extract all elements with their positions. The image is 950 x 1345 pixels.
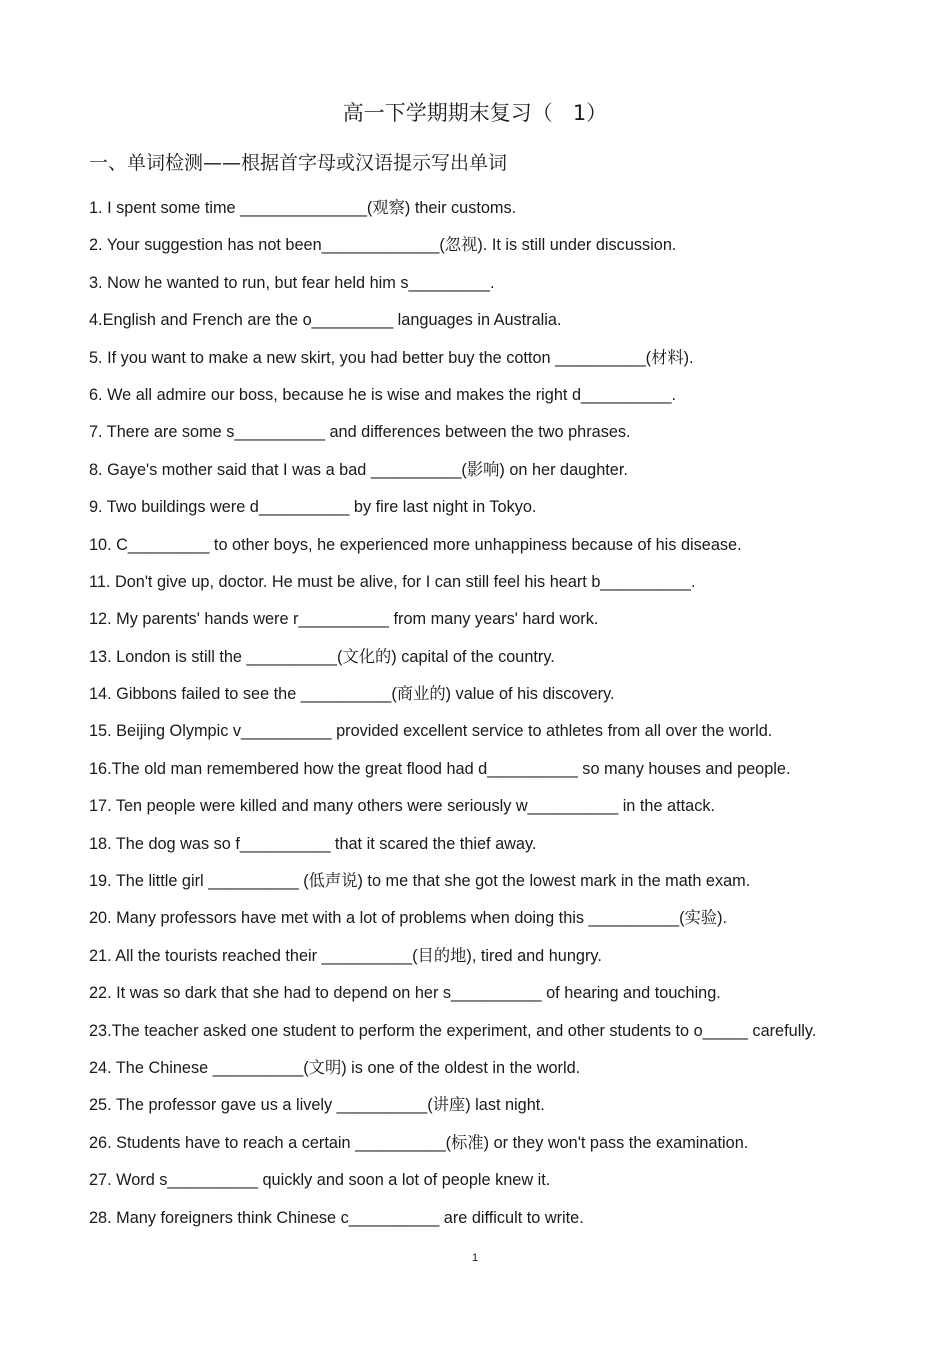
exercise-item-14: 14. Gibbons failed to see the __________(商业的) value of his discovery.: [89, 685, 615, 704]
exercise-item-2: 2. Your suggestion has not been_____________(忽视). It is still under discussion.: [89, 236, 677, 255]
section-heading: 一、单词检测——根据首字母或汉语提示写出单词: [89, 152, 508, 174]
page-title: 高一下学期期末复习（ 1）: [342, 101, 608, 125]
exercise-item-3: 3. Now he wanted to run, but fear held him s_________.: [89, 273, 495, 292]
exercise-item-20: 20. Many professors have met with a lot of problems when doing this __________(实验).: [89, 909, 728, 928]
exercise-item-19: 19. The little girl __________ (低声说) to me that she got the lowest mark in the math exam.: [89, 872, 751, 891]
exercise-item-11: 11. Don't give up, doctor. He must be alive, for I can still feel his heart b__________.: [89, 572, 696, 591]
exercise-item-22: 22. It was so dark that she had to depend on her s__________ of hearing and touching.: [89, 984, 721, 1003]
exercise-item-9: 9. Two buildings were d__________ by fire last night in Tokyo.: [89, 498, 537, 517]
exercise-list: [89, 196, 909, 1243]
exercise-item-21: 21. All the tourists reached their __________(目的地), tired and hungry.: [89, 946, 602, 965]
page-number: 1: [471, 1252, 479, 1264]
exercise-item-8: 8. Gaye's mother said that I was a bad __________(影响) on her daughter.: [89, 460, 628, 479]
exercise-item-23: 23.The teacher asked one student to perform the experiment, and other students to o_____ carefully.: [89, 1021, 817, 1040]
exercise-item-15: 15. Beijing Olympic v__________ provided excellent service to athletes from all over the world.: [89, 722, 773, 741]
exercise-item-24: 24. The Chinese __________(文明) is one of the oldest in the world.: [89, 1058, 581, 1077]
exercise-item-18: 18. The dog was so f__________ that it scared the thief away.: [89, 834, 537, 853]
exercise-item-25: 25. The professor gave us a lively __________(讲座) last night.: [89, 1096, 545, 1115]
exercise-item-4: 4.English and French are the o_________ languages in Australia.: [89, 311, 562, 330]
exercise-item-10: 10. C_________ to other boys, he experienced more unhappiness because of his disease.: [89, 535, 742, 554]
exercise-item-26: 26. Students have to reach a certain __________(标准) or they won't pass the examination.: [89, 1133, 749, 1152]
exercise-item-13: 13. London is still the __________(文化的) capital of the country.: [89, 647, 555, 666]
exercise-item-28: 28. Many foreigners think Chinese c__________ are difficult to write.: [89, 1208, 584, 1227]
exercise-item-7: 7. There are some s__________ and differences between the two phrases.: [89, 423, 631, 442]
exercise-item-16: 16.The old man remembered how the great flood had d__________ so many houses and people.: [89, 759, 791, 778]
exercise-item-12: 12. My parents' hands were r__________ from many years' hard work.: [89, 610, 599, 629]
exercise-item-1: 1. I spent some time ______________(观察) their customs.: [89, 199, 517, 217]
exercise-item-17: 17. Ten people were killed and many others were seriously w__________ in the attack.: [89, 797, 716, 816]
exercise-item-27: 27. Word s__________ quickly and soon a lot of people knew it.: [89, 1171, 551, 1190]
exercise-item-6: 6. We all admire our boss, because he is wise and makes the right d__________.: [89, 385, 677, 404]
exercise-item-5: 5. If you want to make a new skirt, you had better buy the cotton __________(材料).: [89, 348, 694, 367]
